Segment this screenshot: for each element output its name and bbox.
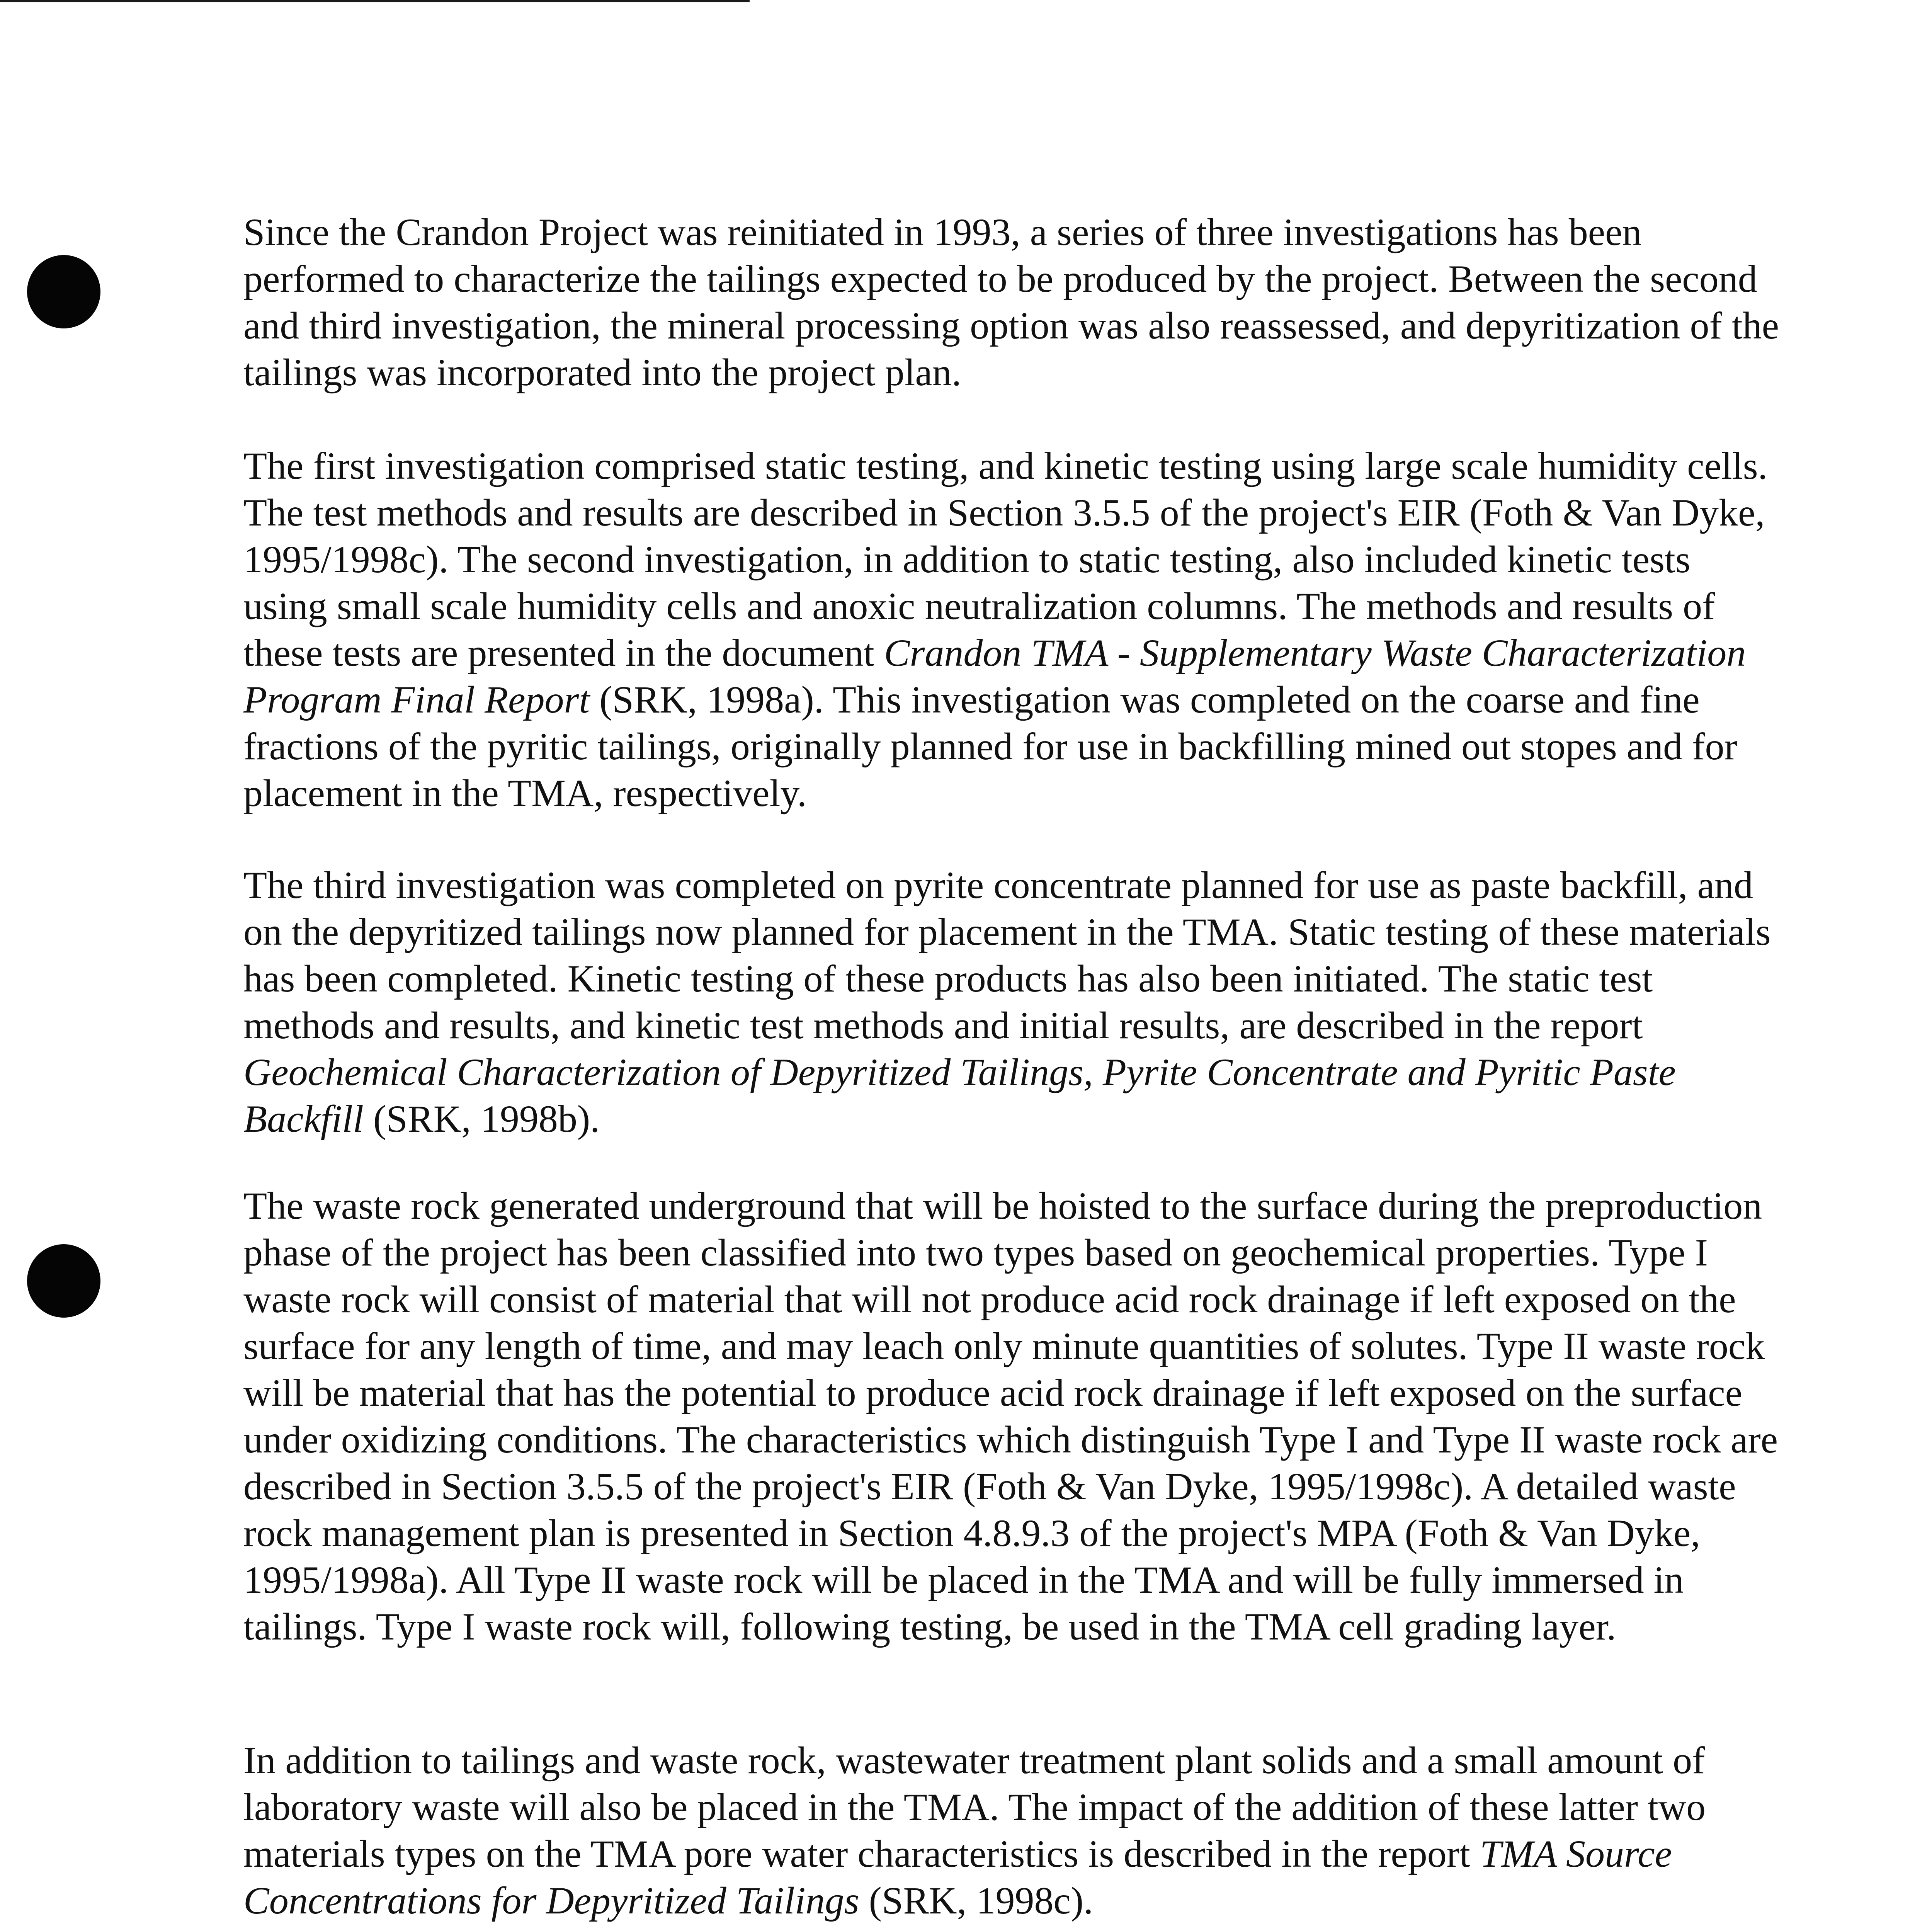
paragraph-additional-materials (243, 1737, 1781, 1924)
paragraph-text: The first investigation comprised static testing, and kinetic testing using large scale humidity cells. The test methods and results are described in Section 3.5.5 of the project's EIR (Foth & Van Dyke, 1995/1998c). The second investigation, in addition to static testing, also included kinetic tests using small scale humidity cells and anoxic neutralization columns. The methods and results of these tests are presented in the document (243, 444, 1768, 674)
paragraph-investigations-intro: Since the Crandon Project was reinitiated in 1993, a series of three investigations has been performed to characterize the tailings expected to be produced by the project. Between the second and third investigation, the mineral processing option was also reassessed, and depyritization of the tailings was incorporated into the project plan. (243, 211, 1779, 394)
paragraph-text: (SRK, 1998b). (364, 1097, 600, 1140)
punch-hole-top (27, 255, 100, 328)
paragraph-first-second-investigation (243, 442, 1781, 816)
paragraph-text: In addition to tailings and waste rock, wastewater treatment plant solids and a small amount of laboratory waste will also be placed in the TMA. The impact of the addition of these latter two materials types on the TMA pore water characteristics is described in the report (243, 1739, 1706, 1875)
report-title: Crandon TMA - Supplementary Waste Characterization Program Final Report (243, 631, 1746, 721)
paragraph-third-investigation (243, 862, 1781, 1142)
report-title: Geochemical Characterization of Depyritized Tailings, Pyrite Concentrate and Pyritic Paste Backfill (243, 1051, 1676, 1140)
paragraph-text: (SRK, 1998c). (859, 1879, 1094, 1922)
top-edge-rule (0, 0, 750, 2)
paragraph-text: The third investigation was completed on pyrite concentrate planned for use as paste backfill, and on the depyritized tailings now planned for placement in the TMA. Static testing of these materials has been completed. Kinetic testing of these products has also been initiated. The static test methods and results, and kinetic test methods and initial results, are described in the report (243, 864, 1771, 1047)
paragraph-waste-rock: The waste rock generated underground that will be hoisted to the surface during the preproduction phase of the project has been classified into two types based on geochemical properties. Type I waste rock will consist of material that will not produce acid rock drainage if left exposed on the surface for any length of time, and may leach only minute quantities of solutes. Type II waste rock will be material that has the potential to produce acid rock drainage if left exposed on the surface under oxidizing conditions. The characteristics which distinguish Type I and Type II waste rock are described in Section 3.5.5 of the project's EIR (Foth & Van Dyke, 1995/1998c). A detailed waste rock management plan is presented in Section 4.8.9.3 of the project's MPA (Foth & Van Dyke, 1995/1998a). All Type II waste rock will be placed in the TMA and will be fully immersed in tailings. Type I waste rock will, following testing, be used in the TMA cell grading layer. (243, 1184, 1778, 1648)
punch-hole-middle (27, 1244, 100, 1318)
report-title: TMA Source Concentrations for Depyritized Tailings (243, 1832, 1672, 1922)
paragraph-text: (SRK, 1998a). This investigation was completed on the coarse and fine fractions of the pyritic tailings, originally planned for use in backfilling mined out stopes and for placement in the TMA, respectively. (243, 678, 1737, 815)
